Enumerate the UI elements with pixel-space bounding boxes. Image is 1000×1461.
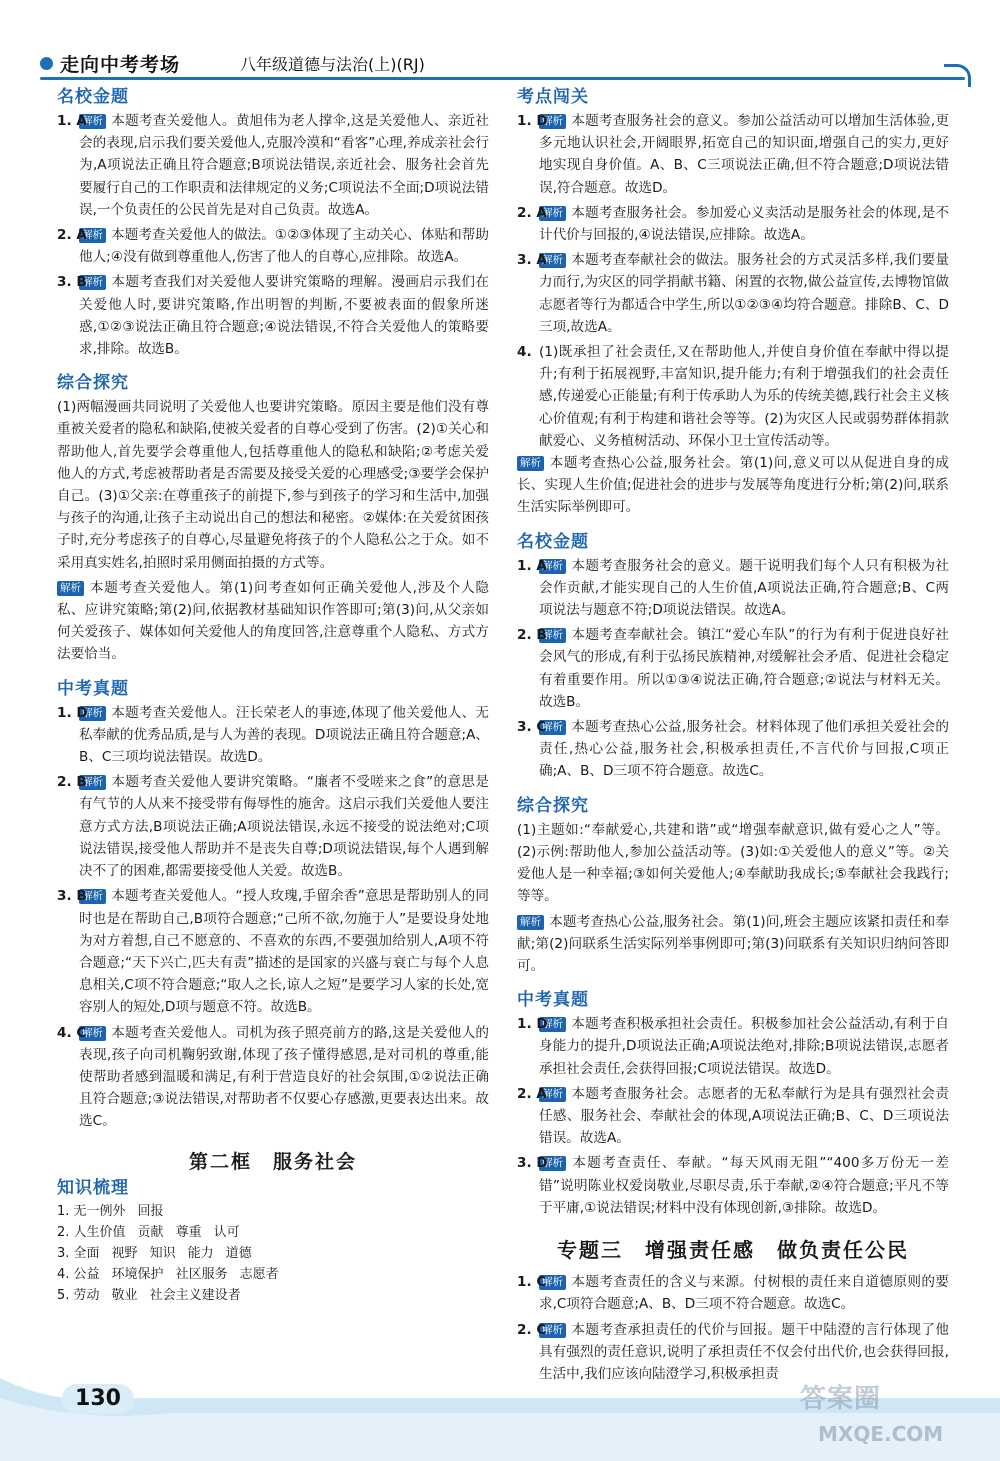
section-title: 中考真题 — [517, 990, 589, 1011]
answer-list — [517, 110, 949, 519]
answer-text: 本题考查责任的含义与来源。付树根的责任来自道德原则的要求,C项符合题意;A、B、D三项不符合题意。故选C。 — [539, 1274, 949, 1313]
answer-item — [517, 1271, 949, 1315]
answer-text: 本题考查关爱他人要讲究策略。“廉者不受嗟来之食”的意思是有气节的人从来不接受带有侮辱性的施舍。这启示我们关爱他人要注意方式方法,B项说法正确;A项说法错误,永远不接受的说法绝对;C项说法错误,接受他人帮助并不是丧失自尊;D项说法错误,每个人遇到解决不了的困难,都需要接受他人关爱。故选B。 — [79, 774, 489, 880]
section-title: 名校金题 — [57, 87, 129, 107]
analysis-tag: 解析 — [539, 253, 566, 268]
answer-list — [57, 702, 489, 1133]
answer-text: 本题考查关爱他人。黄旭伟为老人撑伞,这是关爱他人、亲近社会的表现,启示我们要关爱他人,克服冷漠和“看客”心理,养成亲社会行为,A项说法正确且符合题意;B项说法错误,亲近社会、服务社会首先要履行自己的工作职责和法律规定的义务;C项说法不全面;D项说法错误,一个负责任的公民首先是对自己负责。故选A。 — [79, 113, 489, 218]
left-column — [57, 86, 489, 1306]
knowledge-list — [57, 1201, 489, 1306]
section-title: 综合探究 — [57, 373, 129, 394]
analysis-tag: 解析 — [539, 206, 566, 221]
answer-list — [517, 555, 949, 783]
knowledge-term: 5. 劳动 — [57, 1287, 100, 1303]
answer-item — [57, 1022, 489, 1133]
knowledge-term: 认可 — [213, 1224, 240, 1240]
knowledge-term: 敬业 — [111, 1287, 138, 1303]
section-title: 中考真题 — [57, 678, 129, 699]
answer-item — [57, 224, 489, 268]
right-column — [517, 86, 949, 1388]
analysis-tag: 解析 — [539, 114, 566, 129]
page-header — [40, 50, 965, 76]
answer-text: 本题考查关爱他人的做法。①②③体现了主动关心、体贴和帮助他人;④没有做到尊重他人,伤害了他人的自尊心,应排除。故选A。 — [79, 227, 489, 266]
answer-text: 本题考查奉献社会。镇江“爱心车队”的行为有利于促进良好社会风气的形成,有利于弘扬民族精神,对缓解社会矛盾、促进社会稳定有着重要作用。所以①③④说法正确,符合题意;②说法与材料无关。故选B。 — [539, 627, 949, 710]
answer-item — [517, 1083, 949, 1150]
analysis-tag: 解析 — [79, 275, 106, 290]
knowledge-term: 环境保护 — [111, 1266, 164, 1282]
knowledge-term: 4. 公益 — [57, 1266, 100, 1282]
answer-item — [517, 1152, 949, 1219]
section-title: 名校金题 — [517, 531, 589, 552]
answer-text: 本题考查服务社会的意义。参加公益活动可以增加生活体验,更多元地认识社会,开阔眼界,拓宽自己的知识面,增强自己的实力,更好地实现自身价值。A、B、C三项说法正确,但不符合题意;D项说法错误,符合题意。故选D。 — [539, 113, 949, 196]
answer-item — [57, 271, 489, 360]
answer-letter: 3. B — [57, 274, 87, 291]
analysis-tag: 解析 — [79, 775, 106, 790]
header-curl-icon — [944, 64, 971, 87]
answer-letter: 2. B — [57, 774, 87, 791]
frame-title: 第二框 服务社会 — [188, 1150, 357, 1173]
answer-letter: 3. B — [57, 888, 87, 905]
analysis-tag: 解析 — [79, 889, 106, 904]
answer-paragraph: (1)主题如:“奉献爱心,共建和谐”或“增强奉献意识,做有爱心之人”等。(2)示例:帮助他人,参加公益活动等。(3)如:①关爱他人的意义”等。②关爱他人是一种幸福;③如何关爱他人;④奉献助我成长;⑤奉献社会我践行;等等。 — [517, 821, 949, 905]
analysis-text: 本题考查热心公益,服务社会。第(1)问,意义可以从促进自身的成长、实现人生价值;促进社会的进步与发展等角度进行分析;第(2)问,联系生活实际举例即可。 — [517, 455, 949, 516]
knowledge-term: 2. 人生价值 — [57, 1224, 126, 1240]
knowledge-row — [57, 1243, 489, 1264]
analysis-paragraph: 解析 本题考查热心公益,服务社会。第(1)问,班会主题应该紧扣责任和奉献;第(2)问联系生活实际列举事例即可;第(3)问联系有关知识归纳问答即可。 — [517, 913, 949, 974]
watermark-logo: 答案圈 — [800, 1384, 882, 1414]
answer-letter: 1. A — [57, 113, 87, 129]
answer-letter: 3. C — [517, 719, 547, 736]
answer-text: 本题考查服务社会。参加爱心义卖活动是服务社会的体现,是不计代价与回报的,④说法错误,应排除。故选A。 — [539, 204, 949, 244]
analysis-tag: 解析 — [539, 1323, 566, 1338]
section-title: 综合探究 — [517, 795, 589, 816]
section-title: 知识梳理 — [57, 1177, 129, 1198]
knowledge-term: 贡献 — [137, 1224, 164, 1240]
answer-letter: 1. A — [517, 557, 547, 574]
answer-item — [57, 702, 489, 769]
answer-paragraph: (1)两幅漫画共同说明了关爱他人也要讲究策略。原因主要是他们没有尊重被关爱者的隐私和缺陷,使被关爱者的自尊心受到了伤害。(2)①关心和帮助他人,首先要学会尊重他人,包括尊重他人的隐私和缺陷;②考虑关爱他人的方式,考虑被帮助者是否需要及接受关爱的心理感受;③要学会保护自己。(3)①父亲:在尊重孩子的前提下,参与到孩子的学习和生活中,加强与孩子的沟通,让孩子主动说出自己的想法和秘密。②媒体:在关爱贫困孩子时,充分考虑孩子的自尊心,尽量避免将孩子的个人隐私公之于众。如不采用真实姓名,拍照时采用侧面拍摄的方式等。 — [57, 399, 489, 571]
analysis-paragraph: 解析 本题考查关爱他人。第(1)问考查如何正确关爱他人,涉及个人隐私、应讲究策略;第(2)问,依据教材基础知识作答即可;第(3)问,从父亲如何关爱孩子、媒体如何关爱他人的角度回答,注意尊重个人隐私、方式方法要恰当。 — [57, 579, 489, 663]
answer-item — [517, 249, 949, 338]
knowledge-row — [57, 1222, 489, 1243]
answer-item — [517, 555, 949, 622]
answer-letter: 3. A — [517, 252, 547, 269]
knowledge-term: 能力 — [187, 1245, 214, 1261]
knowledge-term: 道德 — [225, 1245, 252, 1261]
topic-title: 专题三 增强责任感 做负责任公民 — [557, 1237, 909, 1262]
answer-text: 本题考查奉献社会的做法。服务社会的方式灵活多样,我们要量力而行,为灾区的同学捐献书籍、闲置的衣物,做公益宣传,去博物馆做志愿者等行为都适合中学生,所以①②③④均符合题意。排除B、C、D三项,故选A。 — [539, 252, 949, 335]
answer-item — [517, 624, 949, 713]
answer-letter: 2. C — [517, 1321, 547, 1338]
answer-text: 本题考查承担责任的代价与回报。题干中陆澄的言行体现了他具有强烈的责任意识,说明了承担责任不仅会付出代价,也会获得回报,生活中,我们应该向陆澄学习,积极承担责 — [539, 1321, 949, 1382]
answer-letter: 4. — [517, 344, 532, 361]
section-title: 考点闯关 — [517, 87, 589, 107]
header-rule — [40, 77, 965, 80]
answer-text: 本题考查关爱他人。汪长荣老人的事迹,体现了他关爱他人、无私奉献的优秀品质,是与人为善的表现。D项说法正确且符合题意;A、B、C三项均说法错误。故选D。 — [79, 704, 489, 766]
answer-text: 本题考查责任、奉献。“每天风雨无阻”“400多万份无一差错”说明陈业权爱岗敬业,尽职尽责,乐于奉献,②④符合题意;平凡不等于平庸,①说法错误;材料中没有体现创新,③排除。故选D。 — [539, 1155, 949, 1216]
analysis-tag: 解析 — [517, 915, 544, 930]
answer-letter: 2. A — [517, 204, 547, 221]
answer-item — [517, 1013, 949, 1080]
analysis-tag: 解析 — [539, 1275, 566, 1290]
knowledge-term: 尊重 — [175, 1224, 202, 1240]
knowledge-term: 志愿者 — [239, 1266, 279, 1282]
answer-letter: 2. A — [57, 227, 87, 244]
answer-letter: 1. D — [517, 113, 548, 129]
answer-item — [57, 110, 489, 221]
answer-text: 本题考查积极承担社会责任。积极参加社会公益活动,有利于自身能力的提升,D项说法正确;A项说法绝对,排除;B项说法错误,志愿者承担社会责任,会获得回报;C项说法错误。故选D。 — [539, 1016, 949, 1077]
analysis-tag: 解析 — [539, 559, 566, 574]
knowledge-row — [57, 1201, 489, 1222]
knowledge-row — [57, 1285, 489, 1306]
answer-letter: 4. C — [57, 1024, 87, 1041]
answer-item — [517, 341, 949, 519]
knowledge-row — [57, 1264, 489, 1285]
answer-letter: 2. A — [517, 1085, 547, 1102]
analysis-tag: 解析 — [79, 1026, 106, 1041]
answer-list — [57, 110, 489, 360]
analysis-tag: 解析 — [539, 720, 566, 735]
answer-letter: 3. D — [517, 1155, 548, 1172]
knowledge-term: 回报 — [137, 1203, 164, 1219]
answer-text: 本题考查关爱他人。“授人玫瑰,手留余香”意思是帮助别人的同时也是在帮助自己,B项符合题意;“己所不欲,勿施于人”是要设身处地为对方着想,自己不愿意的、不喜欢的东西,不要强加给别人,A项不符合题意;“天下兴亡,匹夫有责”描述的是国家的兴盛与衰亡与每个人息息相关,C项不符合题意;“取人之长,谅人之短”是要学习人家的长处,宽容别人的短处,D项与题意不符。故选B。 — [79, 888, 489, 1016]
answer-text: 本题考查热心公益,服务社会。材料体现了他们承担关爱社会的责任,热心公益,服务社会,积极承担责任,不言代价与回报,C项正确;A、B、D三项不符合题意。故选C。 — [539, 719, 949, 780]
answer-letter: 1. D — [57, 704, 88, 721]
analysis-tag: 解析 — [517, 456, 544, 471]
analysis-tag: 解析 — [79, 114, 106, 129]
watermark-site: MXQE.COM — [818, 1422, 944, 1446]
answer-item — [57, 885, 489, 1018]
analysis-tag: 解析 — [539, 1156, 566, 1171]
analysis-tag: 解析 — [79, 228, 106, 243]
answer-letter: 1. C — [517, 1274, 547, 1291]
book-subtitle: 八年级道德与法治(上)(RJ) — [240, 55, 425, 74]
answer-item — [517, 202, 949, 246]
answer-letter: 2. B — [517, 627, 547, 644]
answer-item — [57, 771, 489, 882]
answer-letter: 1. D — [517, 1016, 548, 1033]
knowledge-term: 社会主义建设者 — [149, 1287, 241, 1303]
analysis-tag: 解析 — [57, 581, 84, 596]
series-brand: 走向中考考场 — [60, 54, 181, 76]
answer-text: (1)既承担了社会责任,又在帮助他人,并使自身价值在奉献中得以提升;有利于拓展视野,丰富知识,提升能力;有利于增强我们的社会责任感,传递爱心正能量;有利于传承助人为乐的传统美德,践行社会主义核心价值观;有利于构建和谐社会等等。(2)为灾区人民或弱势群体捐款献爱心、义务植树活动、环保小卫士宣传活动等。 — [539, 344, 949, 449]
bullet-dot-icon — [40, 57, 53, 70]
answer-item — [517, 716, 949, 783]
knowledge-term: 视野 — [111, 1245, 138, 1261]
knowledge-term: 社区服务 — [175, 1266, 228, 1282]
answer-text: 本题考查服务社会的意义。题干说明我们每个人只有积极为社会作贡献,才能实现自己的人生价值,A项说法正确,符合题意;B、C两项说法与题意不符;D项说法错误。故选A。 — [539, 557, 949, 619]
knowledge-term: 1. 无一例外 — [57, 1203, 126, 1219]
answer-text: 本题考查服务社会。志愿者的无私奉献行为是具有强烈社会责任感、服务社会、奉献社会的体现,A项说法正确;B、C、D三项说法错误。故选A。 — [539, 1085, 949, 1147]
answer-item — [517, 110, 949, 199]
analysis-tag: 解析 — [539, 628, 566, 643]
answer-text: 本题考查关爱他人。司机为孩子照亮前方的路,这是关爱他人的表现,孩子向司机鞠躬致谢,体现了孩子懂得感恩,是对司机的尊重,能使帮助者感到温暖和满足,有利于营造良好的社会氛围,①②说法正确且符合题意;③说法错误,对帮助者不仅要心存感激,更要表达出来。故选C。 — [79, 1024, 489, 1130]
page-number: 130 — [62, 1384, 134, 1414]
analysis-tag: 解析 — [79, 706, 106, 721]
answer-text: 本题考查我们对关爱他人要讲究策略的理解。漫画启示我们在关爱他人时,要讲究策略,作出明智的判断,不要被表面的假象所迷惑,①②③说法正确且符合题意;④说法错误,不符合关爱他人的策略要求,排除。故选B。 — [79, 274, 489, 358]
analysis-tag: 解析 — [539, 1087, 566, 1102]
knowledge-term: 3. 全面 — [57, 1245, 100, 1261]
analysis-tag: 解析 — [539, 1017, 566, 1032]
answer-list — [517, 1013, 949, 1219]
knowledge-term: 知识 — [149, 1245, 176, 1261]
